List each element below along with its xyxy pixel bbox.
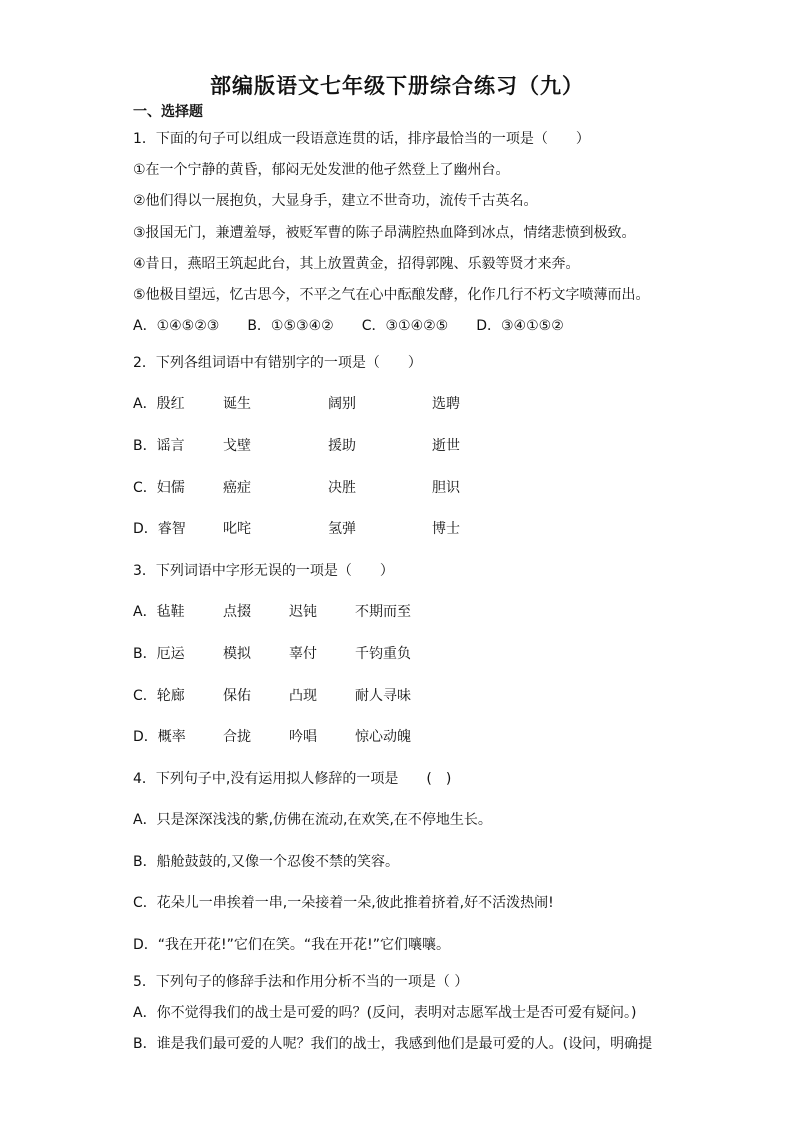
option-word: 胆识 — [432, 480, 460, 496]
question-1-sentence-5: ⑤他极目望远，忆古思今，不平之气在心中酝酿发酵，化作几行不朽文字喷薄而出。 — [133, 287, 650, 303]
option-word: 凸现 — [289, 688, 317, 704]
option-word: 保佑 — [223, 688, 251, 704]
option-word: B．谣言 — [133, 438, 185, 454]
question-1-sentence-2: ②他们得以一展抱负，大显身手，建立不世奇功，流传千古英名。 — [133, 193, 538, 209]
question-4-option-a: A．只是深深浅浅的紫,仿佛在流动,在欢笑,在不停地生长。 — [133, 812, 492, 828]
option-word: 迟钝 — [289, 604, 317, 620]
option-word: 选聘 — [432, 396, 460, 412]
option-word: 决胜 — [328, 480, 356, 496]
option-word: 不期而至 — [355, 604, 411, 620]
option-word: B．厄运 — [133, 646, 185, 662]
document-title: 部编版语文七年级下册综合练习（九） — [210, 73, 584, 98]
option-word: 阔别 — [328, 396, 356, 412]
option-word: 癌症 — [223, 480, 251, 496]
option-word: C．轮廊 — [133, 688, 185, 704]
option-word: A．毡鞋 — [133, 604, 185, 620]
option-word: D．概率 — [133, 729, 186, 745]
question-5-option-a: A．你不觉得我们的战士是可爱的吗？(反问，表明对志愿军战士是否可爱有疑问。) — [133, 1005, 637, 1021]
question-1-stem: 1．下面的句子可以组成一段语意连贯的话，排序最恰当的一项是（ ） — [133, 131, 590, 147]
question-1-sentence-3: ③报国无门，兼遭羞辱，被贬军曹的陈子昂满腔热血降到冰点，情绪悲愤到极致。 — [133, 225, 636, 241]
question-2-stem: 2．下列各组词语中有错别字的一项是（ ） — [133, 355, 422, 371]
option-word: D．睿智 — [133, 521, 186, 537]
question-3-stem: 3．下列词语中字形无误的一项是（ ） — [133, 563, 394, 579]
question-4-option-b: B．船舱鼓鼓的,又像一个忍俊不禁的笑容。 — [133, 854, 400, 870]
option-word: 氢弹 — [328, 521, 356, 537]
option-word: 诞生 — [223, 396, 251, 412]
question-1-options: A．①④⑤②③ B．①⑤③④② C．③①④②⑤ D．③④①⑤② — [133, 318, 564, 334]
question-1-sentence-1: ①在一个宁静的黄昏，郁闷无处发泄的他孑然登上了幽州台。 — [133, 162, 510, 178]
option-word: 合拢 — [223, 729, 251, 745]
option-word: 吟唱 — [289, 729, 317, 745]
question-4-option-d: D．“我在开花!”它们在笑。“我在开花!”它们嚷嚷。 — [133, 937, 451, 953]
question-5-option-b: B．谁是我们最可爱的人呢？我们的战士，我感到他们是最可爱的人。(设问，明确提 — [133, 1036, 653, 1052]
option-word: 模拟 — [223, 646, 251, 662]
option-word: 戈壁 — [223, 438, 251, 454]
option-word: C．妇儒 — [133, 480, 185, 496]
option-word: 辜付 — [289, 646, 317, 662]
question-1-sentence-4: ④昔日，燕昭王筑起此台，其上放置黄金，招得郭隗、乐毅等贤才来奔。 — [133, 256, 580, 272]
option-word: 博士 — [432, 521, 460, 537]
question-5-stem: 5．下列句子的修辞手法和作用分析不当的一项是（ ） — [133, 974, 469, 990]
option-word: A．殷红 — [133, 396, 185, 412]
option-word: 援助 — [328, 438, 356, 454]
question-4-stem: 4．下列句子中,没有运用拟人修辞的一项是 ( ) — [133, 771, 452, 787]
option-word: 点掇 — [223, 604, 251, 620]
section-heading: 一、选择题 — [133, 104, 203, 120]
option-word: 叱咤 — [223, 521, 251, 537]
option-word: 惊心动魄 — [355, 729, 411, 745]
option-word: 耐人寻味 — [355, 688, 411, 704]
question-4-option-c: C．花朵儿一串挨着一串,一朵接着一朵,彼此推着挤着,好不活泼热闹! — [133, 895, 554, 911]
option-word: 千钧重负 — [355, 646, 411, 662]
option-word: 逝世 — [432, 438, 460, 454]
